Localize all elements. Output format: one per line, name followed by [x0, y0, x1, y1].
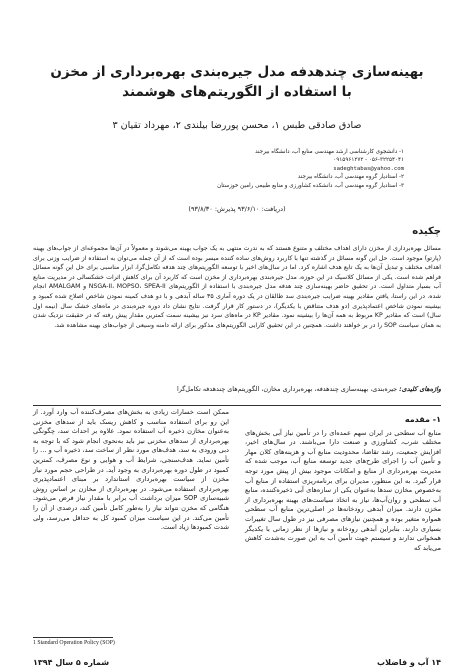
journal-name: ۱۴ آب و فاضلاب	[377, 658, 441, 667]
title-line-1: بهینه‌سازی چندهدفه مدل جیره‌بندی بهره‌برداری از مخزن	[50, 64, 424, 80]
affiliations	[60, 148, 404, 190]
affiliation-3: ۳- استادیار گروه مهندسی آب، دانشکده کشاورزی و منابع طبیعی رامین خوزستان	[217, 182, 404, 189]
author-list: صادق صادقی طبس ۱، محسن پوررضا بیلندی ۲، مهرداد تقیان ۳	[112, 120, 362, 131]
body-column-right	[245, 415, 441, 553]
footnote: 1 Standard Operation Policy (SOP)	[33, 640, 115, 646]
paper-title	[40, 62, 434, 102]
keywords-label: واژه‌های کلیدی:	[399, 385, 441, 393]
body-text-right: منابع آب سطحی در ایران سهم عمده‌ای را در تأمین نیاز آبی بخش‌های مختلف شرب، کشاورزی و صنعت دارا می‌باشند. در سال‌های اخیر، افزایش جمعیت، رشد تقاضا، محدودیت منابع آب و هزینه‌های کلان مهار و تأمین آب را اجرای طرح‌های جدید توسعه منابع آب، موجب شده که مدیریت بهره‌برداری از منابع و امکانات موجود بیش از پیش مورد توجه قرار گیرد. به این منظور، مدیران برای برنامه‌ریزی استفاده از منابع آب به‌خصوص مخازن سدها به‌عنوان یکی از سازه‌های آبی ذخیره‌کننده، منابع آب سطحی و روان‌آب‌ها، نیاز به اتخاذ سیاست‌های بهینه بهره‌برداری از مخزن دارند. میزان آبدهی رودخانه‌ها در اصلی‌ترین منابع آب سطحی همواره متغیر بوده و همچنین نیازهای مصرفی نیز در طول سال تغییرات بسیاری دارند. بنابراین آبدهی رودخانه و نیازها از نظر زمانی با یکدیگر همخوانی ندارند و سیستم جهت تأمین آب به این صورت به‌شدت کاهش می‌یابد که	[245, 428, 441, 552]
issue-info: شماره ۵ سال ۱۳۹۴	[33, 658, 110, 667]
abstract-heading: چکیده	[412, 226, 441, 237]
received-accepted-dates: (دریافت: ۹۳/۶/۱۰ پذیرش: ۹۳/۸/۳۰)	[188, 205, 286, 213]
section-divider	[33, 405, 441, 406]
footnote-rule	[33, 637, 113, 638]
affiliation-1-email: sadeghtabas@yahoo.com	[333, 165, 404, 172]
affiliation-1-phone: ۰۵۶-۳۲۲۵۴۰۴۱ - ۰۹۱۵۹۶۱۲۷۲	[333, 157, 404, 164]
affiliation-2: ۲- استادیار گروه مهندسی آب، دانشگاه بیرجند	[297, 174, 404, 181]
page-footer	[33, 658, 441, 670]
abstract-text: مسائل بهره‌برداری از مخزن دارای اهداف مختلف و متنوع هستند که به ندرت منتهی به یک جواب بهینه می‌شوند و معمولاً در آن‌ها مجموعه‌ای از جواب‌های بهینه (پارتو) موجود است. حل این گونه مسائل در گذشته تنها با کاربرد روش‌های ساده کننده میسر بوده است که از آن جمله می‌توان به استفاده از ضرایب وزنی برای اهداف مختلف و تبدیل آن‌ها به یک تابع هدف اشاره کرد. اما در سال‌های اخیر با توسعه الگوریتم‌های چند هدفه تکامل‌گرا، ابزار مناسبی برای حل این گونه مسائل فراهم شده است. یکی از مسائل کلاسیک در این حوزه، مدل جیره‌بندی بهره‌برداری از مخزن است که کاربرد آن برای کاهش اثرات خشکسالی در مدیریت منابع آب بسیار متداول است. در تحقیق حاضر بهینه‌سازی چند هدفه مدل جیره‌بندی با استفاده از الگوریتم‌های NSGA-II، MOPSO، SPEA-II و AMALGAM انجام شده. در این راستا، یافتن مقادیر بهینه ضرایب جیره‌بندی سد طالقان در یک دوره آماری ۳۵ ساله آبدهی و با دو هدف کمینه نمودن شاخص اصلاح شده کمبود و بیشینه نمودن شاخص اعتمادپذیری (دو هدف متناقض با یکدیگر)، در دستور کار قرار گرفت. نتایج نشان داد دوره جیره‌بندی در ماه‌های خشک سال (نیمه اول سال) است که مقادیر KP مربوط به همه آن‌ها را بیشینه نمود. مقادیر KP در ماه‌های سرد نیز بیشینه سمت کمترین مقدار پیش رفته که در حقیقت نزدیک شدن به همان سیاست SOP را در بر خواهند داشت. همچنین در این تحقیق کارایی الگوریتم‌های مذکور برای ارائه دامنه وسیعی از جواب‌های بهینه مشاهده شد.	[33, 245, 441, 329]
body-column-left	[33, 408, 229, 533]
affiliation-1: ۱- دانشجوی کارشناسی ارشد مهندسی منابع آب، دانشگاه بیرجند	[255, 149, 404, 155]
keywords	[33, 385, 441, 394]
keywords-list: جیره‌بندی، بهینه‌سازی چندهدفه، بهره‌برداری مخازن، الگوریتم‌های چندهدفه تکامل‌گرا	[176, 385, 398, 393]
title-line-2: با استفاده از الگوریتم‌های هوشمند	[122, 84, 352, 100]
section-heading-introduction: ۱- مقدمه	[404, 415, 441, 424]
body-text-left: ممکن است خسارات زیادی به بخش‌های مصرف‌کننده آب وارد آورد. از این رو برای استفاده مناسب و کاهش ریسک باید از سدهای مخزنی به‌عنوان مخازن ذخیره آب استفاده نمود. علاوه بر احداث سد، چگونگی بهره‌برداری از سدهای مخزنی نیز باید به‌نحوی انجام شود که با توجه به دبی ورودی به سد، هدف‌های مورد نظر از ساخت سد، ذخیره آب و ... را تأمین نماید. هدف‌سنجی، شرایط آب و هوایی و نوع مصرف، کمترین کمبود در طول دوره بهره‌برداری به وجود آید. در طراحی حجم مورد نیاز مخزن از سیاست بهره‌برداری استاندارد بر مبنای اعتمادپذیری بهره‌برداری استفاده می‌شود. در بهره‌برداری از مخازن بر اساس روش شبیه‌سازی SOP میزان برداشت آب برابر با مقدار نیاز فرض می‌شود. هنگامی که مخزن نتواند نیاز را به‌طور کامل تأمین کند، درصدی از آن را تأمین می‌کند. در این سیاست میزان کمبود کل به حداقل می‌رسد، ولی شدت کمبودها زیاد است.	[33, 408, 230, 532]
